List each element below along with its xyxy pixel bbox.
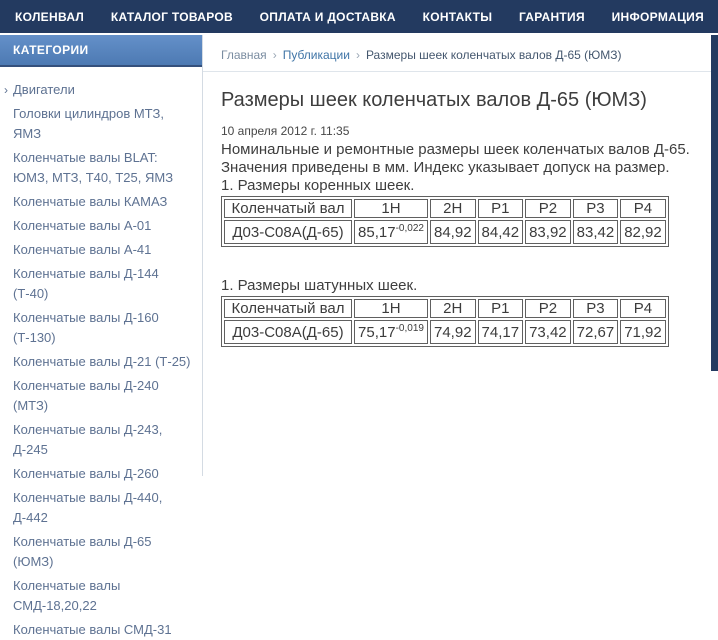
sidebar-item-a41[interactable] — [0, 240, 202, 260]
header-cell-r1: Р1 — [478, 299, 524, 318]
category-list — [0, 80, 202, 640]
size-cell-r1: 84,42 — [478, 220, 524, 244]
sidebar-item-label[interactable]: Коленчатые валы КАМАЗ — [13, 194, 168, 209]
sidebar-item-label[interactable]: Коленчатые валы А-41 — [13, 242, 152, 257]
breadcrumb-home[interactable]: Главная — [221, 48, 267, 62]
tolerance-superscript: -0,022 — [395, 223, 424, 234]
size-cell-r4: 82,92 — [620, 220, 666, 244]
breadcrumb-separator-icon: › — [272, 48, 277, 62]
article — [203, 89, 718, 347]
nav-item-catalog[interactable]: КАТАЛОГ ТОВАРОВ — [110, 9, 233, 24]
header-cell-crankshaft: Коленчатый вал — [224, 199, 352, 218]
header-cell-1n: 1Н — [354, 199, 428, 218]
size-cell-r2: 73,42 — [525, 320, 571, 344]
sidebar-item-a01[interactable] — [0, 216, 202, 236]
main-journals-caption: 1. Размеры коренных шеек. — [221, 177, 415, 194]
nominal-size-cell — [354, 320, 428, 344]
nominal-size-cell — [354, 220, 428, 244]
breadcrumb-publications[interactable]: Публикации — [282, 48, 350, 62]
header-cell-r2: Р2 — [525, 299, 571, 318]
nav-item-warranty[interactable]: ГАРАНТИЯ — [518, 9, 585, 24]
sidebar-item-d144[interactable] — [0, 264, 202, 304]
breadcrumb-separator-icon: › — [355, 48, 360, 62]
size-cell-2n: 74,92 — [430, 320, 476, 344]
top-navigation — [0, 0, 718, 33]
table-header-row — [224, 199, 666, 218]
sidebar-item-d65[interactable] — [0, 532, 202, 572]
header-cell-r4: Р4 — [620, 299, 666, 318]
sidebar-item-engines[interactable] — [0, 80, 202, 100]
sidebar-item-blat[interactable] — [0, 148, 202, 188]
sidebar-item-smd31[interactable] — [0, 620, 202, 640]
table-header-row — [224, 299, 666, 318]
sidebar-item-smd18-20-22[interactable] — [0, 576, 202, 616]
nav-item-contacts[interactable]: КОНТАКТЫ — [422, 9, 493, 24]
nav-item-kolenval[interactable]: КОЛЕНВАЛ — [15, 9, 85, 24]
rod-journals-caption: 1. Размеры шатунных шеек. — [221, 277, 418, 294]
sidebar-item-label[interactable]: Коленчатые валы Д-260 — [13, 466, 159, 481]
sidebar-item-cylinder-heads[interactable] — [0, 104, 202, 144]
crankshaft-model-cell: Д03-С08А(Д-65) — [224, 220, 352, 244]
sidebar-item-d260[interactable] — [0, 464, 202, 484]
size-cell-r3: 72,67 — [573, 320, 619, 344]
sidebar-item-label[interactable]: Коленчатые валы А-01 — [13, 218, 152, 233]
table-data-row — [224, 220, 666, 244]
nominal-value: 85,17 — [358, 224, 396, 241]
nav-item-payment-delivery[interactable]: ОПЛАТА И ДОСТАВКА — [259, 9, 396, 24]
main-journals-table — [221, 196, 669, 247]
sidebar-item-kamaz[interactable] — [0, 192, 202, 212]
categories-header: КАТЕГОРИИ — [0, 35, 202, 67]
sidebar-item-label[interactable]: Головки цилиндров МТЗ, ЯМЗ — [13, 106, 164, 141]
sidebar-item-label[interactable]: Коленчатые валы СМД-31 — [13, 622, 172, 637]
nominal-value: 75,17 — [358, 324, 396, 341]
sidebar-item-label[interactable]: Коленчатые валы BLAT: ЮМЗ, МТЗ, Т40, Т25, ЯМЗ — [13, 150, 174, 185]
main-content — [203, 35, 718, 476]
right-edge-strip — [711, 35, 718, 371]
chevron-right-icon: › — [4, 83, 8, 97]
header-cell-r1: Р1 — [478, 199, 524, 218]
header-cell-2n: 2Н — [430, 299, 476, 318]
header-cell-r2: Р2 — [525, 199, 571, 218]
rod-journals-table — [221, 296, 669, 347]
sidebar-item-label[interactable]: Коленчатые валы Д-240 (МТЗ) — [13, 378, 159, 413]
intro-text: Номинальные и ремонтные размеры шеек коленчатых валов Д-65. Значения приведены в мм. Индекс указывает допуск на размер. — [221, 141, 690, 176]
sidebar-item-d240[interactable] — [0, 376, 202, 416]
sidebar-item-d440-d442[interactable] — [0, 488, 202, 528]
header-cell-2n: 2Н — [430, 199, 476, 218]
header-cell-r3: Р3 — [573, 299, 619, 318]
sidebar-item-d21[interactable] — [0, 352, 202, 372]
sidebar-item-label[interactable]: Коленчатые валы Д-65 (ЮМЗ) — [13, 534, 152, 569]
sidebar — [0, 35, 203, 637]
publication-date: 10 апреля 2012 г. 11:35 — [221, 124, 350, 138]
sidebar-item-label[interactable]: Коленчатые валы Д-144 (Т-40) — [13, 266, 159, 301]
header-cell-crankshaft: Коленчатый вал — [224, 299, 352, 318]
breadcrumb-current: Размеры шеек коленчатых валов Д-65 (ЮМЗ) — [365, 48, 622, 62]
tolerance-superscript: -0,019 — [395, 323, 424, 334]
sidebar-item-label[interactable]: Коленчатые валы СМД-18,20,22 — [13, 578, 121, 613]
sidebar-item-label[interactable]: Коленчатые валы Д-243, Д-245 — [13, 422, 163, 457]
sidebar-item-d160[interactable] — [0, 308, 202, 348]
breadcrumb — [203, 35, 718, 72]
nav-item-information[interactable]: ИНФОРМАЦИЯ — [611, 9, 704, 24]
size-cell-r1: 74,17 — [478, 320, 524, 344]
sidebar-item-label[interactable]: Коленчатые валы Д-21 (Т-25) — [13, 354, 191, 369]
crankshaft-model-cell: Д03-С08А(Д-65) — [224, 320, 352, 344]
table-data-row — [224, 320, 666, 344]
size-cell-r4: 71,92 — [620, 320, 666, 344]
header-cell-r4: Р4 — [620, 199, 666, 218]
size-cell-r3: 83,42 — [573, 220, 619, 244]
header-cell-r3: Р3 — [573, 199, 619, 218]
size-cell-r2: 83,92 — [525, 220, 571, 244]
sidebar-item-label[interactable]: Коленчатые валы Д-160 (Т-130) — [13, 310, 159, 345]
sidebar-item-label[interactable]: Коленчатые валы Д-440, Д-442 — [13, 490, 163, 525]
sidebar-item-label[interactable]: Двигатели — [13, 82, 75, 97]
header-cell-1n: 1Н — [354, 299, 428, 318]
page-title: Размеры шеек коленчатых валов Д-65 (ЮМЗ) — [221, 89, 647, 111]
sidebar-item-d243-d245[interactable] — [0, 420, 202, 460]
size-cell-2n: 84,92 — [430, 220, 476, 244]
